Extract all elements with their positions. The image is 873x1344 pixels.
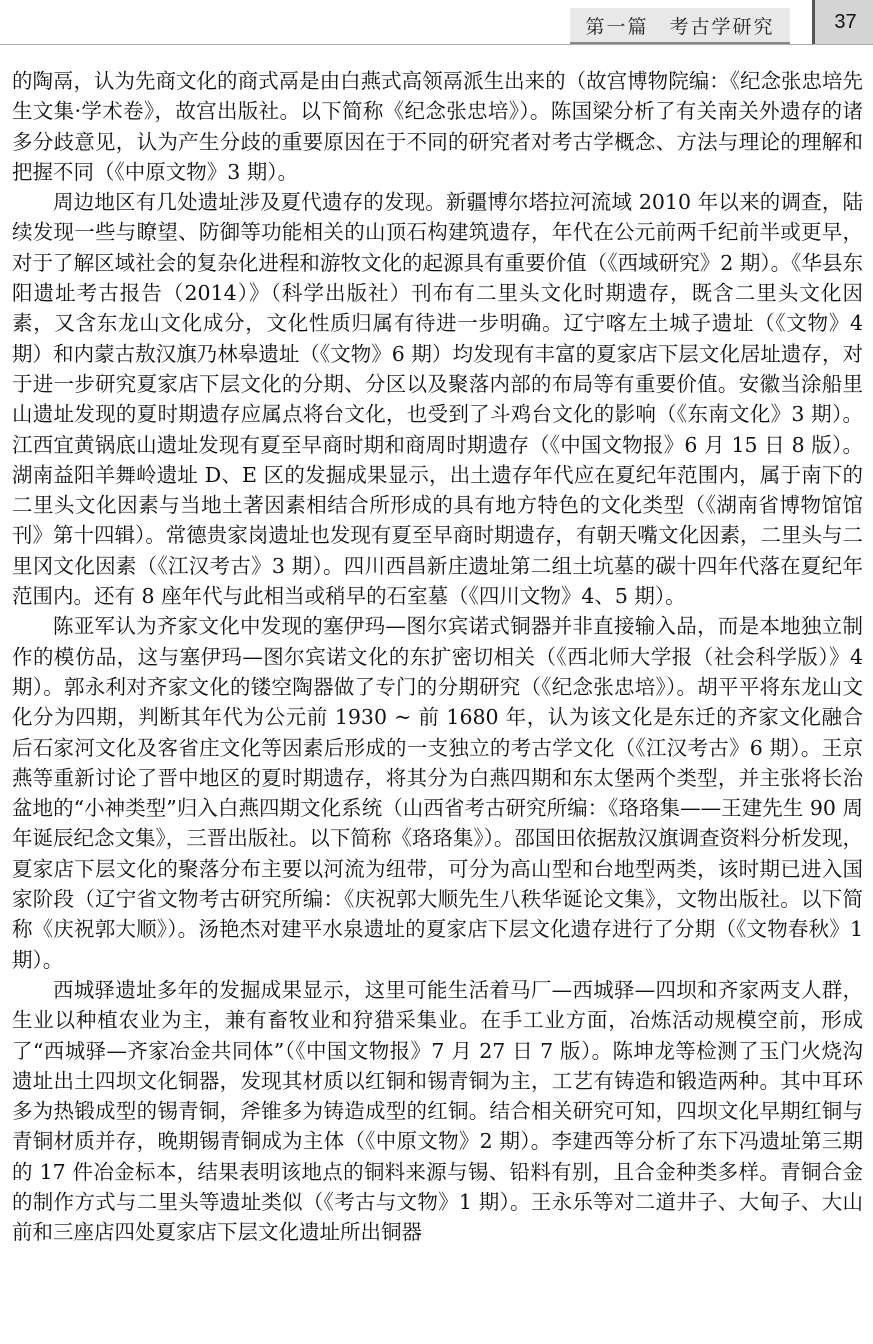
section-title: 第一篇 考古学研究	[585, 15, 775, 38]
paragraph: 西城驿遗址多年的发掘成果显示，这里可能生活着马厂—西城驿—四坝和齐家两支人群，生业以种植农业为主，兼有畜牧业和狩猎采集业。在手工业方面，冶炼活动规模空前，形成了“西城驿—齐家冶金共同体”（《中国文物报》7 月 27 日 7 版）。陈坤龙等检测了玉门火烧沟遗址出土四坝文化铜器，发现其材质以红铜和锡青铜为主，工艺有铸造和锻造两种。其中耳环多为热锻成型的锡青铜，斧锥多为铸造成型的红铜。结合相关研究可知，四坝文化早期红铜与青铜材质并存，晚期锡青铜成为主体（《中原文物》2 期）。李建西等分析了东下冯遗址第三期的 17 件冶金标本，结果表明该地点的铜料来源与锡、铅料有别，且合金种类多样。青铜合金的制作方式与二里头等遗址类似（《考古与文物》1 期）。王永乐等对二道井子、大甸子、大山前和三座店四处夏家店下层文化遗址所出铜器	[12, 977, 863, 1245]
header-rule	[0, 44, 873, 45]
section-title-band	[570, 8, 790, 44]
page-number: 37	[812, 0, 873, 44]
paragraph: 陈亚军认为齐家文化中发现的塞伊玛—图尔宾诺式铜器并非直接输入品，而是本地独立制作的模仿品，这与塞伊玛—图尔宾诺文化的东扩密切相关（《西北师大学报（社会科学版）》4 期）。郭永利对齐家文化的镂空陶器做了专门的分期研究（《纪念张忠培》）。胡平平将东龙山文化分为四期，判断其年代为公元前 1930 ~ 前 1680 年，认为该文化是东迁的齐家文化融合后石家河文化及客省庄文化等因素后形成的一支独立的考古学文化（《江汉考古》6 期）。王京燕等重新讨论了晋中地区的夏时期遗存，将其分为白燕四期和东太堡两个类型，并主张将长治盆地的“小神类型”归入白燕四期文化系统（山西省考古研究所编：《珞珞集——王建先生 90 周年诞辰纪念文集》，三晋出版社。以下简称《珞珞集》）。邵国田依据敖汉旗调查资料分析发现，夏家店下层文化的聚落分布主要以河流为纽带，可分为高山型和台地型两类，该时期已进入国家阶段（辽宁省文物考古研究所编：《庆祝郭大顺先生八秩华诞论文集》，文物出版社。以下简称《庆祝郭大顺》）。汤艳杰对建平水泉遗址的夏家店下层文化遗存进行了分期（《文物春秋》1 期）。	[12, 614, 863, 972]
running-header	[0, 0, 873, 62]
paragraph: 的陶鬲，认为先商文化的商式鬲是由白燕式高领鬲派生出来的（故宫博物院编：《纪念张忠培先生文集·学术卷》，故宫出版社。以下简称《纪念张忠培》）。陈国梁分析了有关南关外遗存的诸多分歧意见，认为产生分歧的重要原因在于不同的研究者对考古学概念、方法与理论的理解和把握不同（《中原文物》3 期）。	[12, 69, 863, 184]
body-text	[12, 66, 863, 1248]
paragraph: 周边地区有几处遗址涉及夏代遗存的发现。新疆博尔塔拉河流域 2010 年以来的调查，陆续发现一些与瞭望、防御等功能相关的山顶石构建筑遗存，年代在公元前两千纪前半或更早，对于了解区域社会的复杂化进程和游牧文化的起源具有重要价值（《西域研究》2 期）。《华县东阳遗址考古报告（2014）》（科学出版社）刊布有二里头文化时期遗存，既含二里头文化因素，又含东龙山文化成分，文化性质归属有待进一步明确。辽宁喀左土城子遗址（《文物》4 期）和内蒙古敖汉旗乃林皋遗址（《文物》6 期）均发现有丰富的夏家店下层文化居址遗存，对于进一步研究夏家店下层文化的分期、分区以及聚落内部的布局等有重要价值。安徽当涂船里山遗址发现的夏时期遗存应属点将台文化，也受到了斗鸡台文化的影响（《东南文化》3 期）。江西宜黄锅底山遗址发现有夏至早商时期和商周时期遗存（《中国文物报》6 月 15 日 8 版）。湖南益阳羊舞岭遗址 D、E 区的发掘成果显示，出土遗存年代应在夏纪年范围内，属于南下的二里头文化因素与当地土著因素相结合所形成的具有地方特色的文化类型（《湖南省博物馆馆刊》第十四辑）。常德贵家岗遗址也发现有夏至早商时期遗存，有朝天嘴文化因素，二里头与二里冈文化因素（《江汉考古》3 期）。四川西昌新庄遗址第二组土坑墓的碳十四年代落在夏纪年范围内。还有 8 座年代与此相当或稍早的石室墓（《四川文物》4、5 期）。	[12, 190, 863, 609]
